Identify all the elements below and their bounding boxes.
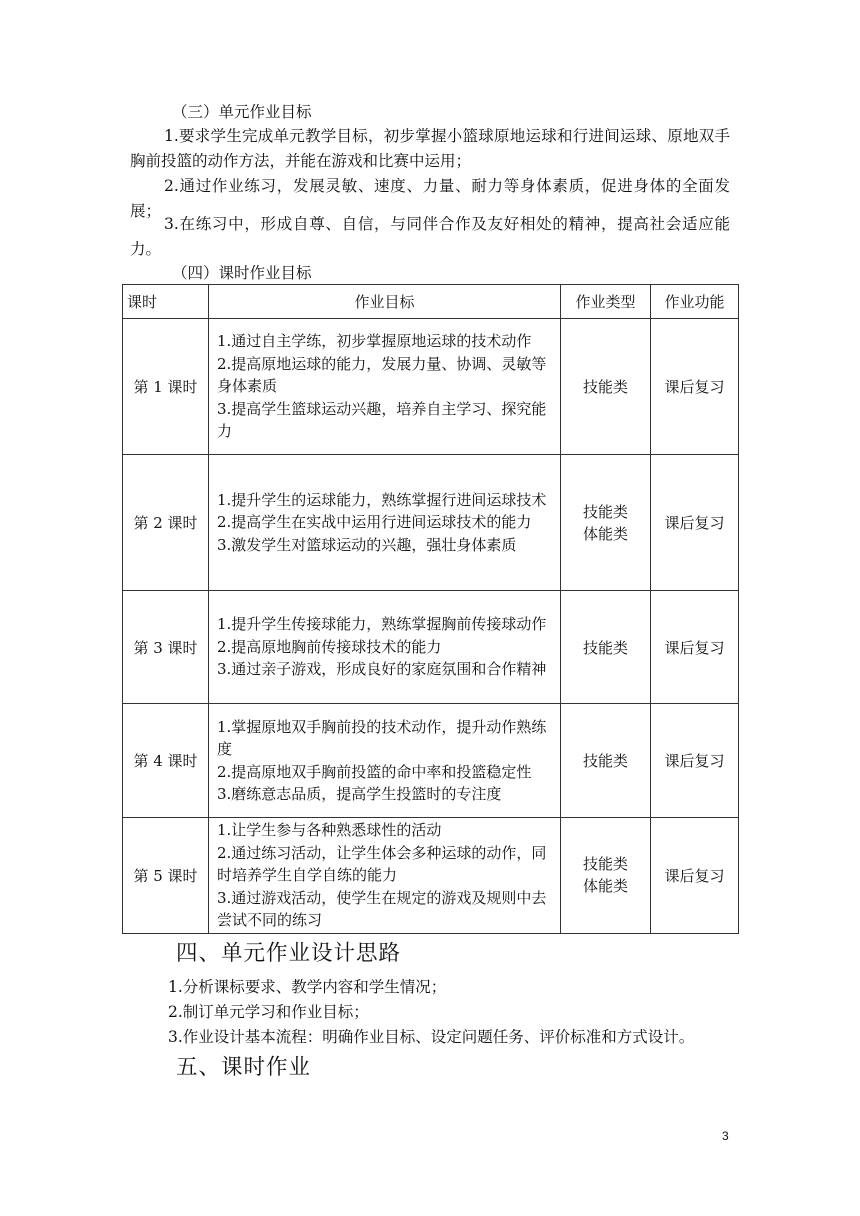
function-cell: 课后复习 bbox=[651, 455, 739, 591]
goals-cell bbox=[209, 455, 561, 591]
goal-line: 1.提升学生传接球能力，熟练掌握胸前传接球动作 bbox=[217, 615, 547, 634]
type-cell bbox=[561, 319, 651, 455]
lesson-cell: 第 1 课时 bbox=[123, 319, 209, 455]
unit-goal-1: 1.要求学生完成单元教学目标，初步掌握小篮球原地运球和行进间运球、原地双手胸前投篮的动作方法，并能在游戏和比赛中运用； bbox=[130, 127, 730, 170]
lesson-cell: 第 2 课时 bbox=[123, 455, 209, 591]
goal-line: 3.通过亲子游戏，形成良好的家庭氛围和合作精神 bbox=[217, 660, 547, 679]
table-row bbox=[123, 319, 739, 455]
function-cell: 课后复习 bbox=[651, 319, 739, 455]
type-line: 体能类 bbox=[582, 524, 628, 543]
lesson-goals-table bbox=[122, 284, 739, 934]
goals-cell bbox=[209, 319, 561, 455]
goal-line: 3.激发学生对篮球运动的兴趣，强壮身体素质 bbox=[217, 535, 517, 554]
unit-goals-heading: （三）单元作业目标 bbox=[172, 103, 312, 121]
type-cell bbox=[561, 455, 651, 591]
table-header-row bbox=[123, 285, 739, 319]
function-cell: 课后复习 bbox=[651, 591, 739, 704]
table-row bbox=[123, 455, 739, 591]
lesson-cell: 第 3 课时 bbox=[123, 591, 209, 704]
goal-line: 2.通过练习活动，让学生体会多种运球的动作，同时培养学生自学自练的能力 bbox=[217, 843, 547, 884]
goals-cell bbox=[209, 818, 561, 934]
header-lesson: 课时 bbox=[123, 285, 209, 319]
function-cell: 课后复习 bbox=[651, 704, 739, 818]
page-number: 3 bbox=[722, 1129, 729, 1143]
table-row bbox=[123, 818, 739, 934]
type-cell bbox=[561, 704, 651, 818]
unit-goal-3: 3.在练习中，形成自尊、自信，与同伴合作及友好相处的精神，提高社会适应能力。 bbox=[130, 215, 730, 258]
header-type: 作业类型 bbox=[561, 285, 651, 319]
section4-item: 2.制订单元学习和作业目标； bbox=[168, 1003, 369, 1021]
type-line: 体能类 bbox=[582, 877, 628, 896]
table-row bbox=[123, 704, 739, 818]
function-cell: 课后复习 bbox=[651, 818, 739, 934]
type-line: 技能类 bbox=[582, 378, 628, 396]
type-cell bbox=[561, 591, 651, 704]
lesson-cell: 第 4 课时 bbox=[123, 704, 209, 818]
goal-line: 2.提高学生在实战中运用行进间运球技术的能力 bbox=[217, 513, 532, 532]
unit-goal-2: 2.通过作业练习，发展灵敏、速度、力量、耐力等身体素质，促进身体的全面发展； bbox=[130, 177, 730, 220]
header-goals: 作业目标 bbox=[209, 285, 561, 319]
lesson-cell: 第 5 课时 bbox=[123, 818, 209, 934]
section5-heading: 五、课时作业 bbox=[176, 1055, 312, 1080]
type-line: 技能类 bbox=[582, 638, 628, 657]
goal-line: 3.通过游戏活动，使学生在规定的游戏及规则中去尝试不同的练习 bbox=[217, 888, 547, 929]
goal-line: 2.提高原地胸前传接球技术的能力 bbox=[217, 637, 442, 656]
goals-cell bbox=[209, 591, 561, 704]
goal-line: 2.提高原地运球的能力，发展力量、协调、灵敏等身体素质 bbox=[217, 354, 547, 396]
type-cell bbox=[561, 818, 651, 934]
goal-line: 1.通过自主学练，初步掌握原地运球的技术动作 bbox=[217, 332, 532, 351]
goal-line: 1.让学生参与各种熟悉球性的活动 bbox=[217, 821, 442, 839]
type-line: 技能类 bbox=[582, 752, 628, 770]
section4-heading: 四、单元作业设计思路 bbox=[176, 941, 402, 966]
header-function: 作业功能 bbox=[651, 285, 739, 319]
section4-list bbox=[168, 975, 694, 1050]
lesson-goals-heading: （四）课时作业目标 bbox=[172, 264, 312, 282]
type-line: 技能类 bbox=[582, 502, 628, 521]
goal-line: 1.掌握原地双手胸前投的技术动作，提升动作熟练度 bbox=[217, 717, 547, 758]
goal-line: 1.提升学生的运球能力，熟练掌握行进间运球技术 bbox=[217, 490, 547, 509]
table-row bbox=[123, 591, 739, 704]
goals-cell bbox=[209, 704, 561, 818]
goal-line: 3.磨练意志品质，提高学生投篮时的专注度 bbox=[217, 785, 502, 803]
section4-item: 1.分析课标要求、教学内容和学生情况； bbox=[168, 978, 447, 996]
goal-line: 3.提高学生篮球运动兴趣，培养自主学习、探究能力 bbox=[217, 399, 547, 441]
section4-item: 3.作业设计基本流程：明确作业目标、设定问题任务、评价标准和方式设计。 bbox=[168, 1028, 695, 1046]
type-line: 技能类 bbox=[582, 855, 628, 874]
goal-line: 2.提高原地双手胸前投篮的命中率和投篮稳定性 bbox=[217, 762, 532, 781]
